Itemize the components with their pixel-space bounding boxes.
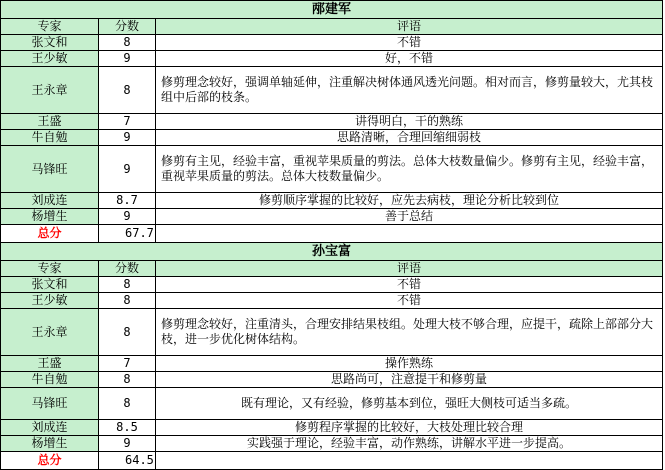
judge-cell[interactable]: 王盛 bbox=[1, 114, 99, 130]
comment-cell[interactable]: 不错 bbox=[156, 277, 663, 293]
comment-cell[interactable]: 实践强于理论，经验丰富，动作熟练，讲解水平进一步提高。 bbox=[156, 436, 663, 452]
comment-cell[interactable]: 修剪程序掌握的比较好，大枝处理比较合理 bbox=[156, 420, 663, 436]
total-label[interactable]: 总分 bbox=[1, 225, 99, 243]
total-score[interactable]: 67.7 bbox=[99, 225, 156, 243]
judge-cell[interactable]: 杨增生 bbox=[1, 436, 99, 452]
table-row bbox=[1, 130, 663, 146]
total-label[interactable]: 总分 bbox=[1, 452, 99, 470]
judge-cell[interactable]: 王永章 bbox=[1, 309, 99, 356]
judge-cell[interactable]: 王盛 bbox=[1, 356, 99, 372]
comment-cell[interactable]: 不错 bbox=[156, 35, 663, 51]
section-title-row bbox=[1, 243, 663, 261]
header-row bbox=[1, 19, 663, 35]
comment-cell[interactable]: 思路尚可，注意提干和修剪量 bbox=[156, 372, 663, 388]
table-row bbox=[1, 372, 663, 388]
header-judge[interactable]: 专家 bbox=[1, 261, 99, 277]
comment-cell[interactable]: 善于总结 bbox=[156, 209, 663, 225]
section-title-row bbox=[1, 1, 663, 19]
table-row bbox=[1, 209, 663, 225]
judge-cell[interactable]: 刘成连 bbox=[1, 193, 99, 209]
judge-cell[interactable]: 牛自勉 bbox=[1, 130, 99, 146]
comment-cell[interactable]: 既有理论，又有经验，修剪基本到位，强旺大侧枝可适当多疏。 bbox=[156, 388, 663, 420]
section-title[interactable]: 孙宝富 bbox=[1, 243, 663, 261]
score-cell[interactable]: 8 bbox=[99, 35, 156, 51]
score-cell[interactable]: 9 bbox=[99, 146, 156, 193]
comment-cell[interactable]: 修剪有主见，经验丰富，重视苹果质量的剪法。总体大枝数量偏少。修剪有主见，经验丰富，重视苹果质量的剪法。总体大枝数量偏少。 bbox=[156, 146, 663, 193]
total-row bbox=[1, 452, 663, 470]
judge-cell[interactable]: 刘成连 bbox=[1, 420, 99, 436]
comment-cell[interactable]: 修剪理念较好，强调单轴延伸，注重解决树体通风透光问题。相对而言，修剪量较大，尤其枝组中后部的枝条。 bbox=[156, 67, 663, 114]
comment-cell[interactable]: 不错 bbox=[156, 293, 663, 309]
header-row bbox=[1, 261, 663, 277]
score-cell[interactable]: 8 bbox=[99, 388, 156, 420]
score-cell[interactable]: 9 bbox=[99, 130, 156, 146]
table-row bbox=[1, 436, 663, 452]
judge-cell[interactable]: 牛自勉 bbox=[1, 372, 99, 388]
judge-cell[interactable]: 王少敏 bbox=[1, 293, 99, 309]
table-row bbox=[1, 193, 663, 209]
judge-cell[interactable]: 杨增生 bbox=[1, 209, 99, 225]
section-title[interactable]: 邴建军 bbox=[1, 1, 663, 19]
table-row bbox=[1, 388, 663, 420]
table-row bbox=[1, 356, 663, 372]
judge-cell[interactable]: 马锋旺 bbox=[1, 388, 99, 420]
header-comment[interactable]: 评语 bbox=[156, 261, 663, 277]
header-judge[interactable]: 专家 bbox=[1, 19, 99, 35]
table-row bbox=[1, 35, 663, 51]
score-cell[interactable]: 7 bbox=[99, 356, 156, 372]
comment-cell[interactable]: 修剪顺序掌握的比较好，应先去病枝，理论分析比较到位 bbox=[156, 193, 663, 209]
header-score[interactable]: 分数 bbox=[99, 261, 156, 277]
score-cell[interactable]: 8 bbox=[99, 372, 156, 388]
score-cell[interactable]: 8.7 bbox=[99, 193, 156, 209]
table-row bbox=[1, 420, 663, 436]
comment-cell[interactable]: 讲得明白，干的熟练 bbox=[156, 114, 663, 130]
header-score[interactable]: 分数 bbox=[99, 19, 156, 35]
table-row bbox=[1, 114, 663, 130]
score-cell[interactable]: 8 bbox=[99, 67, 156, 114]
table-row bbox=[1, 309, 663, 356]
comment-cell[interactable]: 修剪理念较好，注重清头，合理安排结果枝组。处理大枝不够合理，应提干，疏除上部部分大枝，进一步优化树体结构。 bbox=[156, 309, 663, 356]
total-score[interactable]: 64.5 bbox=[99, 452, 156, 470]
table-row bbox=[1, 146, 663, 193]
score-cell[interactable]: 8 bbox=[99, 277, 156, 293]
score-cell[interactable]: 8 bbox=[99, 293, 156, 309]
score-cell[interactable]: 8.5 bbox=[99, 420, 156, 436]
score-cell[interactable]: 9 bbox=[99, 209, 156, 225]
score-cell[interactable]: 9 bbox=[99, 51, 156, 67]
judge-cell[interactable]: 王少敏 bbox=[1, 51, 99, 67]
judge-cell[interactable]: 马锋旺 bbox=[1, 146, 99, 193]
score-cell[interactable]: 8 bbox=[99, 309, 156, 356]
table-row bbox=[1, 293, 663, 309]
table-row bbox=[1, 277, 663, 293]
total-comment-cell[interactable] bbox=[156, 452, 663, 470]
judge-cell[interactable]: 王永章 bbox=[1, 67, 99, 114]
judge-cell[interactable]: 张文和 bbox=[1, 35, 99, 51]
score-cell[interactable]: 7 bbox=[99, 114, 156, 130]
comment-cell[interactable]: 操作熟练 bbox=[156, 356, 663, 372]
total-row bbox=[1, 225, 663, 243]
total-comment-cell[interactable] bbox=[156, 225, 663, 243]
comment-cell[interactable]: 好，不错 bbox=[156, 51, 663, 67]
judge-cell[interactable]: 张文和 bbox=[1, 277, 99, 293]
table-row bbox=[1, 51, 663, 67]
score-cell[interactable]: 9 bbox=[99, 436, 156, 452]
comment-cell[interactable]: 思路清晰，合理回缩细弱枝 bbox=[156, 130, 663, 146]
header-comment[interactable]: 评语 bbox=[156, 19, 663, 35]
table-row bbox=[1, 67, 663, 114]
